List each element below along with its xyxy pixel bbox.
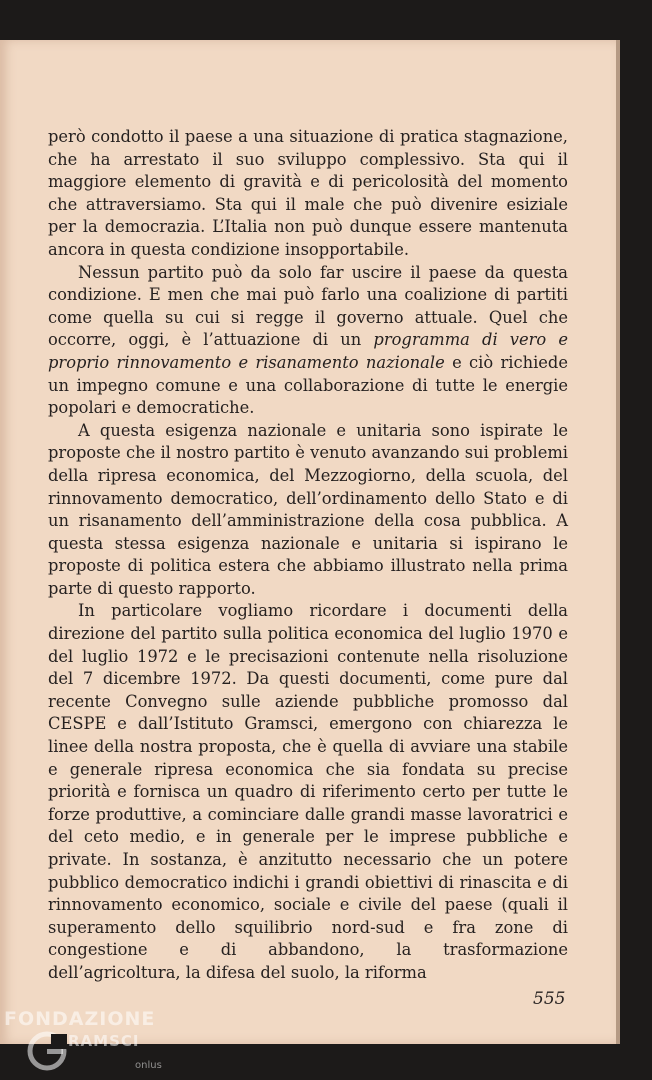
paragraph-4 [48, 600, 568, 984]
watermark-line-1: FONDAZIONE [4, 1008, 156, 1030]
page-edge [616, 40, 620, 1044]
paragraph-1-text: però condotto il paese a una situazione di pratica stagnazione, che ha arrestato il suo sviluppo complessivo. Sta qui il maggiore elemento di gravità e di pericolosità del momento che attraversiamo. Sta qui il male che può divenire esiziale per la democrazia. L’Italia non può dunque essere mantenuta ancora in questa condizione insopportabile. [48, 127, 568, 259]
paragraph-3 [48, 420, 568, 601]
gramsci-logo-icon [26, 1030, 68, 1072]
fondazione-gramsci-watermark [4, 1008, 174, 1078]
watermark-line-2: RAMSCI [68, 1032, 140, 1050]
paragraph-2 [48, 262, 568, 420]
paragraph-2-italic-phrase: programma di vero e proprio rinnovamento e risanamento nazionale [48, 330, 568, 372]
paragraph-1 [48, 126, 568, 262]
paragraph-2-text-b: e ciò richiede un impegno comune e una collaborazione di tutte le energie popolari e democratiche. [48, 352, 568, 418]
paragraph-3-text: A questa esigenza nazionale e unitaria sono ispirate le proposte che il nostro partito è venuto avanzando sui problemi della ripresa economica, del Mezzogiorno, della scuola, del rinnovamento democratico, dell’ordinamento dello Stato e di un risanamento dell’amministrazione della cosa pubblica. A questa stessa esigenza nazionale e unitaria si ispirano le proposte di politica estera che abbiamo illustrato nella prima parte di questo rapporto. [48, 420, 568, 598]
body-text [48, 126, 568, 985]
page-number: 555 [533, 989, 566, 1009]
paragraph-2-text-a: Nessun partito può da solo far uscire il paese da questa condizione. E men che mai può farlo una coalizione di partiti come quella su cui si regge il governo attuale. Quel che occorre, oggi, è l’attuazione di un [48, 262, 568, 350]
paragraph-4-text: In particolare vogliamo ricordare i documenti della direzione del partito sulla politica economica del luglio 1970 e del luglio 1972 e le precisazioni contenute nella risoluzione del 7 dicembre 1972. Da questi documenti, come pure dal recente Convegno sulle aziende pubbliche promosso dal CESPE e dall’Istituto Gramsci, emergono con chiarezza le linee della nostra proposta, che è quella di avviare una stabile e generale ripresa economica che sia fondata su precise priorità e fornisca un quadro di riferimento certo per tutte le forze produttive, a cominciare dalle grandi masse lavoratrici e del ceto medio, e in generale per le imprese pubbliche e private. In sostanza, è anzitutto necessario che un potere pubblico democratico indichi i grandi obiettivi di rinascita e di rinnovamento economico, sociale e civile del paese (quali il superamento dello squilibrio nord-sud e fra zone di congestione e di abbandono, la trasformazione dell’agricoltura, la difesa del suolo, la riforma [48, 601, 568, 982]
watermark-line-3: onlus [135, 1060, 162, 1071]
